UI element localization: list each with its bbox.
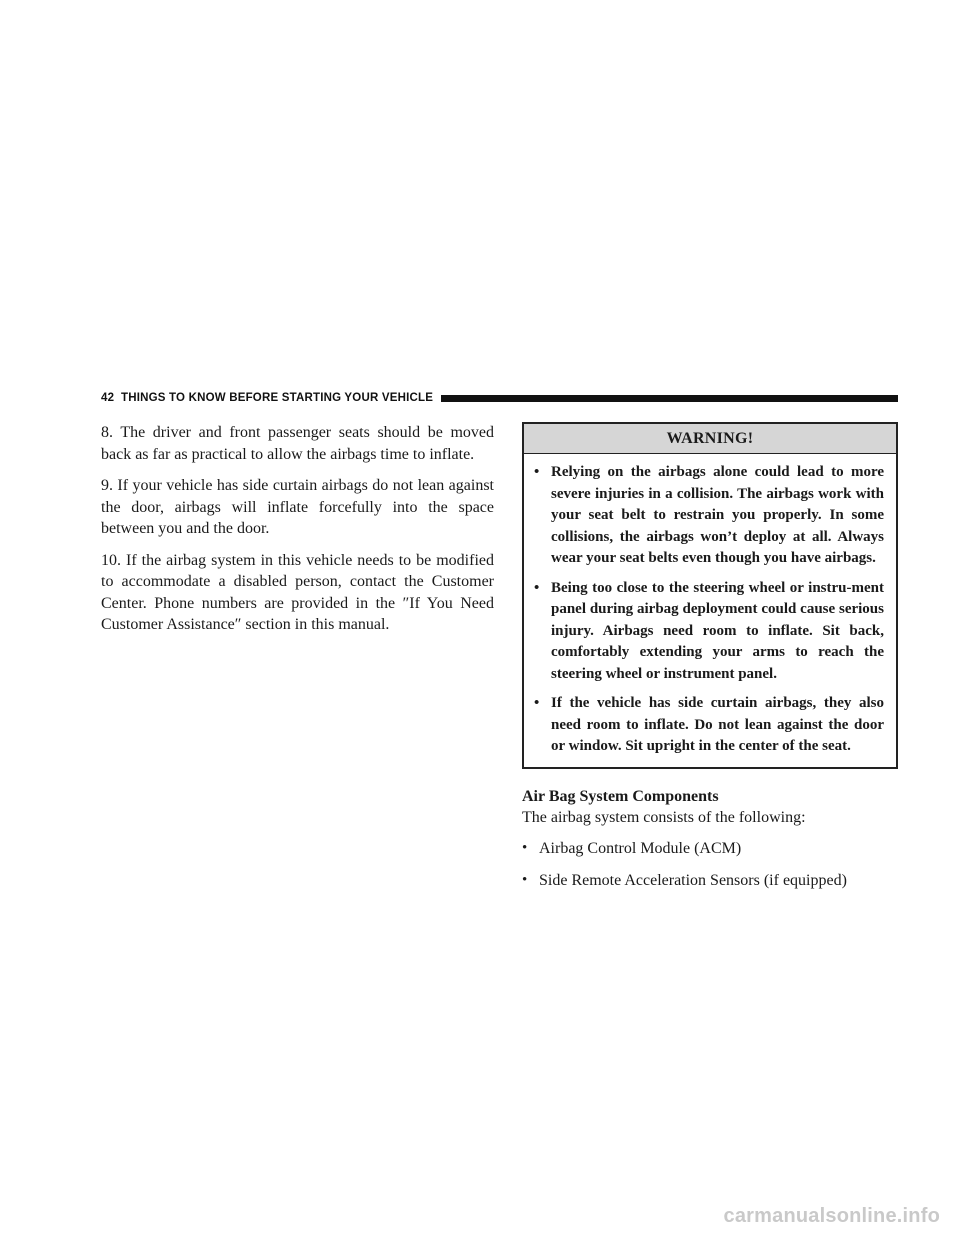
watermark-logo: carmanualsonline.info	[723, 1205, 940, 1227]
left-column	[101, 422, 494, 646]
warning-box	[522, 422, 898, 769]
page-header	[101, 390, 898, 406]
component-item-text: Side Remote Acceleration Sensors (if equipped)	[539, 871, 847, 889]
header-rule	[441, 395, 898, 402]
warning-list	[524, 454, 896, 767]
warning-item-text: Being too close to the steering wheel or instru-ment panel during airbag deployment could cause serious injury. Airbags need room to inflate. Sit back, comfortably extending your arms to reach the steering wheel or instrument panel.	[551, 579, 884, 682]
paragraph-10: 10. If the airbag system in this vehicle needs to be modified to accommodate a disabled person, contact the Customer Center. Phone numbers are provided in the ″If You Need Customer Assistance″ section in this manual.	[101, 551, 494, 633]
bullet-icon: •	[534, 464, 540, 480]
right-column	[522, 422, 898, 902]
warning-item-text: Relying on the airbags alone could lead to more severe injuries in a collision. The airbags work with your seat belt to restrain you properly. In some collisions, the airbags won’t deploy at all. Always wear your seat belts even though you have airbags.	[551, 464, 884, 566]
page-number: 42	[101, 392, 115, 404]
paragraph-9: 9. If your vehicle has side curtain airbags do not lean against the door, airbags will inflate forcefully into the space between you and the door.	[101, 477, 494, 537]
component-item-text: Airbag Control Module (ACM)	[539, 839, 742, 857]
warning-item-text: If the vehicle has side curtain airbags, they also need room to inflate. Do not lean against the door or window. Sit upright in the center of the seat.	[551, 695, 884, 754]
warning-item	[534, 693, 884, 758]
bullet-icon: •	[534, 579, 540, 596]
components-heading: Air Bag System Components	[522, 787, 719, 805]
warning-item	[534, 462, 884, 570]
section-title: THINGS TO KNOW BEFORE STARTING YOUR VEHICLE	[121, 392, 434, 404]
component-item	[522, 870, 898, 891]
component-item	[522, 838, 898, 859]
bullet-icon: •	[534, 695, 540, 711]
paragraph-8: 8. The driver and front passenger seats should be moved back as far as practical to allow the airbags time to inflate.	[101, 424, 494, 463]
components-intro: The airbag system consists of the following:	[522, 808, 806, 826]
page-header-text	[101, 392, 433, 404]
bullet-icon: •	[522, 871, 528, 888]
warning-item	[534, 578, 884, 686]
warning-title: WARNING!	[524, 424, 896, 454]
bullet-icon: •	[522, 839, 528, 856]
component-list	[522, 838, 898, 891]
